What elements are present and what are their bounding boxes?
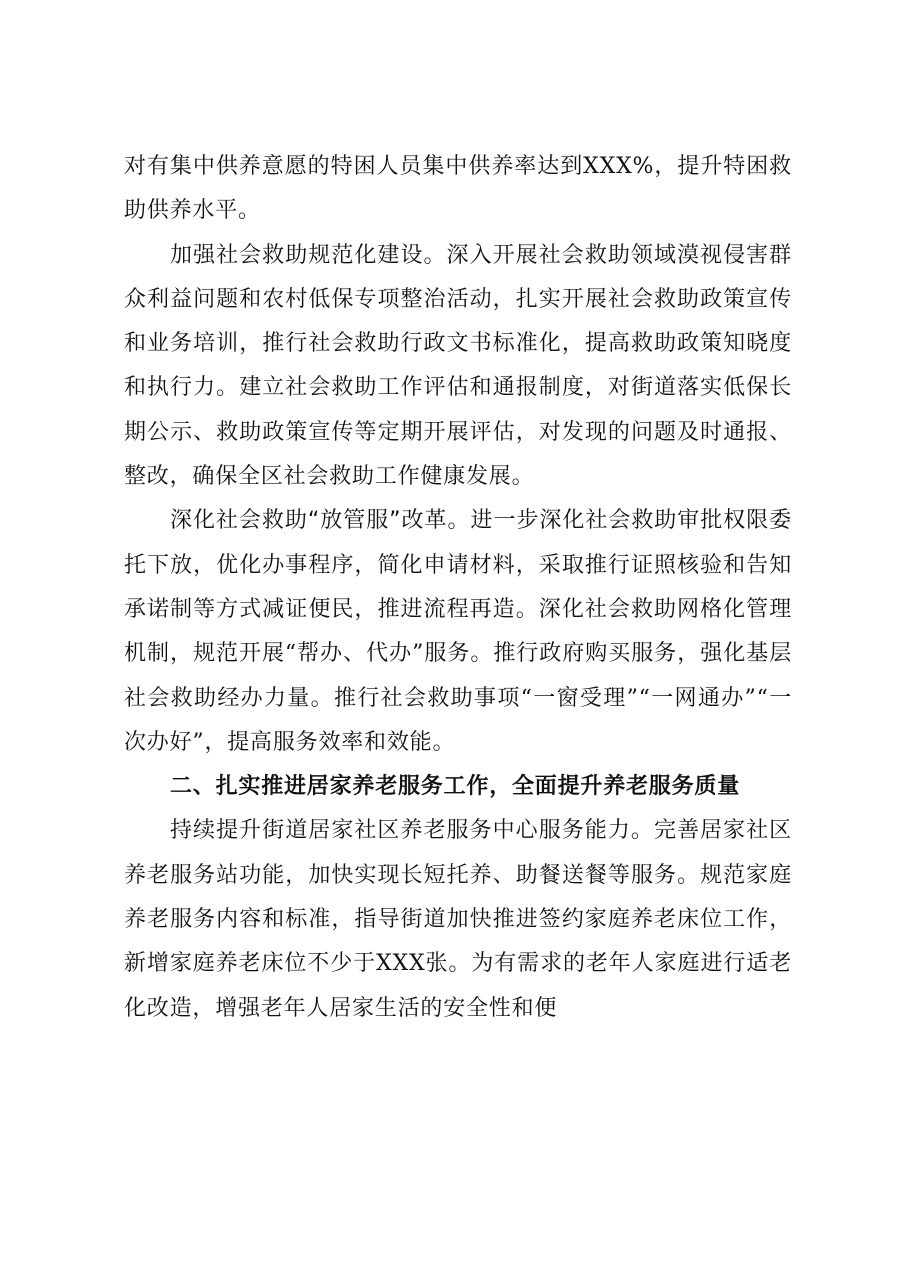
paragraph-lead: 深化社会救助“放管服”改革。: [170, 508, 471, 534]
paragraph-standardization: [124, 234, 792, 500]
section-heading: 二、扎实推进居家养老服务工作，全面提升养老服务质量: [170, 774, 741, 800]
paragraph-text: 完善居家社区养老服务站功能，加快实现长短托养、助餐送餐等服务。规范家庭养老服务内容和标准，指导街道加快推进签约家庭养老床位工作，新增家庭养老床位不少于XXX张。为有需求的老年人家庭进行适老化改造，增强老年人居家生活的安全性和便: [124, 818, 792, 1021]
paragraph-continuation: [124, 145, 792, 234]
paragraph-reform: [124, 499, 792, 765]
paragraph-text: 进一步深化社会救助审批权限委托下放，优化办事程序，简化申请材料，采取推行证照核验和告知承诺制等方式减证便民，推进流程再造。深化社会救助网格化管理机制，规范开展“帮办、代办”服务。推行政府购买服务，强化基层社会救助经办力量。推行社会救助事项“一窗受理”“一网通办”“一次办好”，提高服务效率和效能。: [124, 508, 792, 755]
document-body: [124, 145, 792, 1031]
paragraph-elderly-care: [124, 809, 792, 1030]
paragraph-lead: 持续提升街道居家社区养老服务中心服务能力。: [170, 818, 654, 844]
paragraph-lead: 加强社会救助规范化建设。: [170, 242, 447, 268]
paragraph-text: 深入开展社会救助领域漠视侵害群众利益问题和农村低保专项整治活动，扎实开展社会救助政策宣传和业务培训，推行社会救助行政文书标准化，提高救助政策知晓度和执行力。建立社会救助工作评估和通报制度，对街道落实低保长期公示、救助政策宣传等定期开展评估，对发现的问题及时通报、整改，确保全区社会救助工作健康发展。: [124, 242, 792, 490]
paragraph-text: 对有集中供养意愿的特困人员集中供养率达到XXX%，提升特困救助供养水平。: [124, 154, 792, 224]
